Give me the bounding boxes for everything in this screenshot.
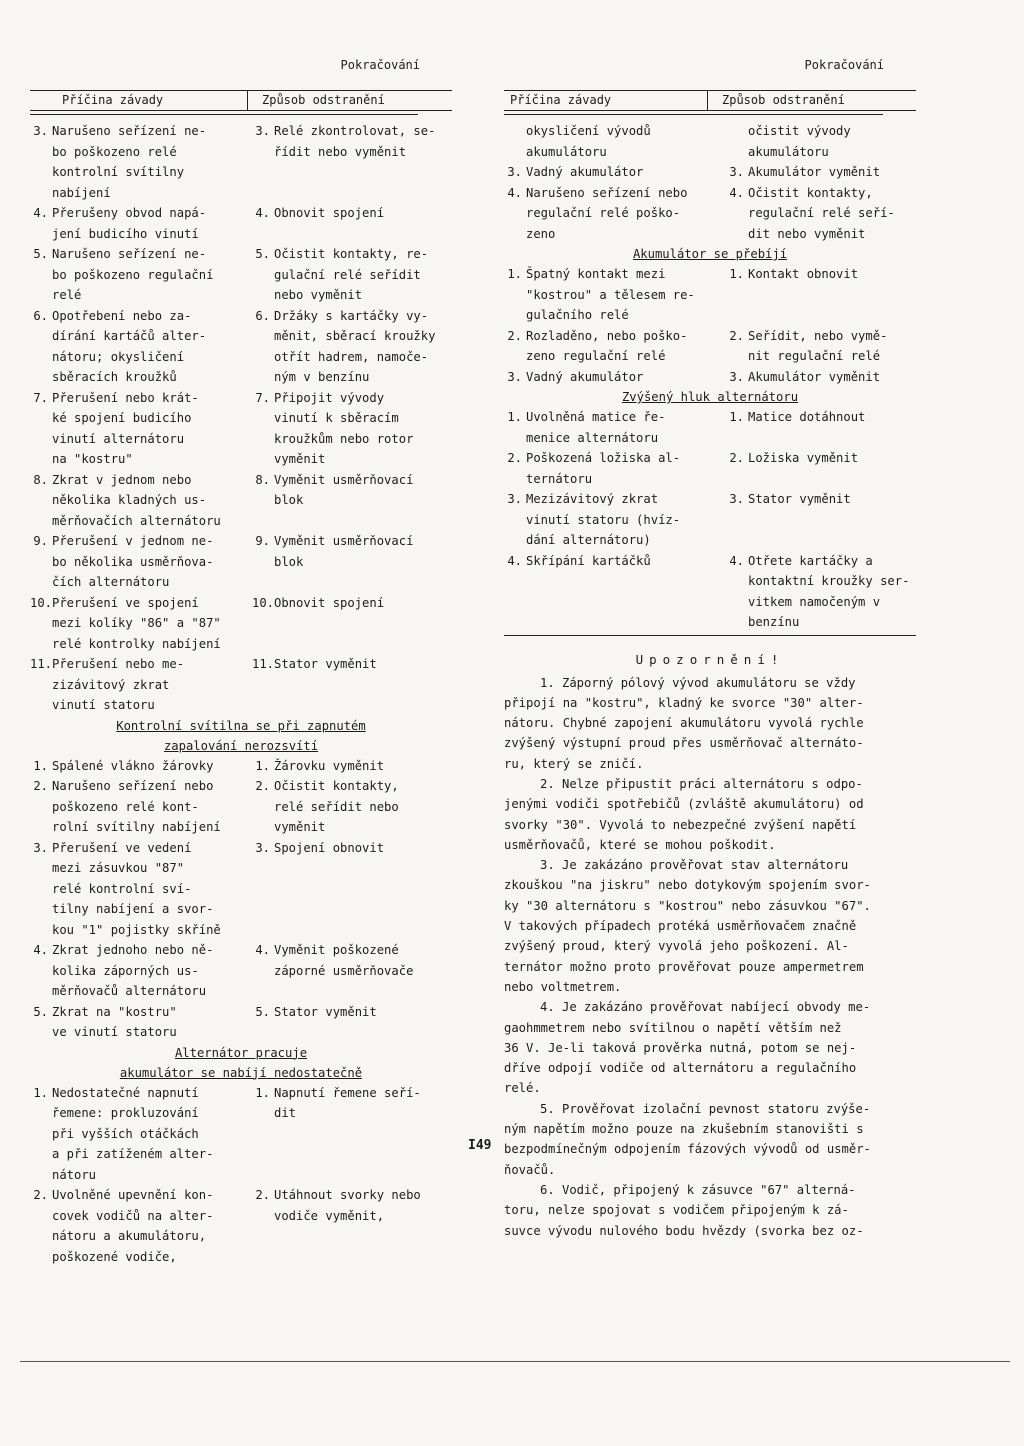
cause-cell [30,940,252,1002]
fix-cell [252,388,452,470]
fix-text: Vyměnit usměrňovací blok [274,534,414,569]
notice-paragraph: 4. Je zakázáno prověřovat nabíjecí obvody me- gaohmmetrem nebo svítilnou o napětí větším než 36 V. Je-li taková prověrka nutná, potom se nej- dříve odpojí vodiče od alternátoru a regulačního relé. [504,1000,871,1096]
table-row [30,470,452,532]
fix-number: 4. [255,943,270,957]
cause-text: Uvolněná matice ře- menice alternátoru [526,410,666,445]
cause-text: Přerušení v jednom ne- bo několika usměrňova- čích alternátoru [52,534,214,589]
fix-cell [252,306,452,388]
cause-text: Zkrat v jednom nebo několika kladných us- měrňovačích alternátoru [52,472,221,528]
cause-number: 6. [33,308,48,323]
notice-title: Upozornění! [635,651,785,667]
cause-text: Skřípání kartáčků [526,553,651,568]
fix-number [726,121,744,162]
fix-cell [252,121,452,203]
cause-number: 1. [507,410,522,424]
fix-text: Držáky s kartáčky vy- měnit, sběrací kroužky otřít hadrem, namoče- ným v benzínu [274,308,436,384]
fix-text: Vyměnit poškozené záporné usměrňovače [274,943,414,978]
fix-number: 2. [729,451,744,465]
section-title: Alternátor pracuje akumulátor se nabíjí nedostatečně [119,1045,363,1080]
fix-cell [252,1083,452,1186]
cause-number: 3. [507,369,522,384]
cause-text: okysličení vývodů akumulátoru [526,124,651,159]
notice-paragraph: 2. Nelze připustit práci alternátoru s odpo- jenými vodiči spotřebičů (zvláště akumulátoru) od svorky "30". Vyvolá to nebezpečné zvýšení napětí usměrňovačů, které se mohou poškodit. [504,776,864,852]
cause-number: 5. [33,1004,48,1019]
fix-number: 5. [255,247,270,261]
cause-text: Zkrat na "kostru" ve vinutí statoru [52,1004,177,1039]
fix-cell [252,1002,452,1043]
header-underline [30,114,418,115]
table-row [504,367,916,388]
fix-number: 5. [255,1004,270,1019]
cause-text: Přerušení ve vedení mezi zásuvkou "87" relé kontrolní sví- tilny nabíjení a svor- kou "1" pojistky skříně [52,840,221,937]
cause-number: 3. [33,840,48,855]
continued-label: Pokračování [804,58,884,72]
fix-cell [252,776,452,838]
cause-text: Přerušeny obvod napá- jení budicího vinutí [52,206,207,241]
table-row [30,776,452,838]
page-number: I49 [468,1138,492,1153]
fix-cell [726,162,916,183]
table-row [30,1083,452,1186]
bottom-rule [20,1361,1010,1362]
left-column [30,58,452,1267]
fix-number: 10. [252,595,275,610]
cause-cell [504,367,726,388]
fix-number: 6. [255,308,270,323]
cause-cell [30,203,252,244]
fix-text: Stator vyměnit [274,1004,377,1019]
fix-text: Očistit kontakty, relé seřídit nebo vyměnit [274,779,399,834]
fix-text: Žárovku vyměnit [274,758,385,773]
cause-text: Přerušení ve spojení mezi kolíky "86" a "87" relé kontrolky nabíjení [52,595,221,651]
cause-number [504,121,522,162]
fix-number: 2. [255,779,270,793]
cause-text: Poškozená ložiska al- ternátoru [526,451,681,486]
fix-number: 1. [729,267,744,281]
cause-number: 1. [507,267,522,281]
notice-paragraph: 5. Prověřovat izolační pevnost statoru zvýše- ným napětím možno pouze na zkušebním stanovišti s bezpodmínečným odpojením fázových vývodů od usměr- ňovačů. [504,1101,871,1177]
cause-text: Mezizávitový zkrat vinutí statoru (hvíz- dání alternátoru) [526,492,681,547]
table-row [504,121,916,162]
notice-paragraph: 6. Vodič, připojený k zásuvce "67" alterná- toru, nelze spojovat s vodičem připojeným k zá- suvce vývodu nulového bodu hvězdy (svorka bez oz- [504,1182,864,1238]
fix-text: Seřídit, nebo vymě- nit regulační relé [748,328,888,363]
table-row [30,531,452,593]
cause-cell [30,470,252,532]
table-row [30,203,452,244]
fix-text: Akumulátor vyměnit [748,165,881,179]
fix-text: Stator vyměnit [274,657,377,671]
cause-cell [504,551,726,633]
cause-cell [30,1185,252,1267]
fix-number: 4. [729,553,744,568]
fix-number: 3. [729,369,744,384]
fix-cell [726,448,916,489]
fix-text: Očistit kontakty, regulační relé seří- dit nebo vyměnit [748,185,895,241]
cause-cell [504,407,726,448]
fix-text: Akumulátor vyměnit [748,369,881,384]
fix-number: 3. [255,840,270,855]
table-row [30,756,452,777]
fix-text: Obnovit spojení [274,595,385,610]
cause-number: 4. [33,943,48,957]
cause-number: 9. [33,534,48,548]
fix-text: Matice dotáhnout [748,410,866,424]
fix-cell [252,756,452,777]
fix-text: Připojit vývody vinutí k sběracím kroužkům nebo rotor vyměnit [274,390,414,466]
cause-cell [30,306,252,388]
fix-cell [252,940,452,1002]
fix-cell [726,407,916,448]
section-title: Zvýšený hluk alternátoru [621,390,799,404]
fix-cell [726,121,916,162]
cause-cell [30,531,252,593]
fix-cell [726,326,916,367]
cause-cell [30,756,252,777]
continued-label: Pokračování [340,58,420,72]
fix-cell [726,183,916,245]
fix-cell [252,531,452,593]
cause-number: 11. [30,657,53,671]
fix-number: 4. [729,185,744,200]
fix-cell [252,838,452,941]
fix-text: Kontakt obnovit [748,267,859,281]
fix-text: Spojení obnovit [274,840,385,855]
cause-cell [30,244,252,306]
fix-cell [252,244,452,306]
table-row [30,388,452,470]
header-fix: Způsob odstranění [262,93,385,107]
cause-text: Uvolněné upevnění kon- covek vodičů na alter- nátoru a akumulátoru, poškozené vodiče, [52,1188,214,1264]
cause-number: 3. [33,124,48,138]
cause-cell [504,489,726,551]
notice-paragraph: 3. Je zakázáno prověřovat stav alternátoru zkouškou "na jiskru" nebo dotykovým spojením svor- ky "30 alternátoru s "kostrou" nebo zásuvkou "67". V takových případech protéká usměrňovačem značně zvýšený proud, který vyvolá jeho poškození. Al- ternátor možno proto prověřovat pouze ampermetrem nebo voltmetrem. [504,858,871,994]
fix-number: 7. [255,390,270,405]
table-row [30,306,452,388]
fix-number: 11. [252,657,275,671]
cause-number: 1. [33,1085,48,1100]
cause-number: 7. [33,390,48,405]
table-row [30,244,452,306]
fix-number: 3. [255,124,270,138]
cause-text: Narušeno seřízení nebo poškozeno relé kont- rolní svítilny nabíjení [52,779,221,834]
cause-number: 8. [33,472,48,487]
cause-text: Přerušení nebo me- zizávitový zkrat vinutí statoru [52,657,185,712]
fix-cell [252,1185,452,1267]
header-cause: Příčina závady [504,91,708,110]
fix-cell [252,470,452,532]
cause-number: 5. [33,247,48,261]
cause-number: 2. [507,328,522,343]
header-cause: Příčina závady [30,91,248,110]
cause-cell [30,1002,252,1043]
cause-number: 3. [507,165,522,179]
cause-cell [30,1083,252,1186]
table-header [504,90,916,111]
table-row [504,448,916,489]
table-row [504,183,916,245]
table-row [504,489,916,551]
fix-text: očistit vývody akumulátoru [748,124,851,159]
table-row [504,551,916,633]
fix-number: 3. [729,165,744,179]
cause-cell [504,183,726,245]
cause-number: 4. [507,185,522,200]
header-fix: Způsob odstranění [722,93,845,107]
fix-text: Očistit kontakty, re- gulační relé seřídit nebo vyměnit [274,247,429,302]
fix-cell [726,551,916,633]
table-row [504,407,916,448]
table-row [30,1002,452,1043]
cause-number: 10. [30,595,53,610]
fix-text: Obnovit spojení [274,206,385,220]
fix-number: 9. [255,534,270,548]
cause-number: 3. [507,492,522,506]
table-row [30,121,452,203]
cause-cell [30,593,252,655]
table-row [30,1185,452,1267]
cause-text: Vadný akumulátor [526,165,644,179]
fix-number: 1. [255,1085,270,1100]
table-header [30,90,452,111]
left-sections [30,121,452,1267]
fix-text: Napnutí řemene seří- dit [274,1085,421,1120]
cause-cell [30,654,252,716]
cause-text: Narušeno seřízení ne- bo poškozeno regulační relé [52,247,214,302]
cause-text: Rozladěno, nebo poško- zeno regulační relé [526,328,688,363]
cause-text: Nedostatečné napnutí řemene: prokluzování při vyšších otáčkách a při zatíženém alter- nátoru [52,1085,214,1182]
section-title: Akumulátor se přebíjí [632,247,788,261]
fix-number: 4. [255,206,270,220]
fix-number: 2. [255,1188,270,1202]
fix-number: 3. [729,492,744,506]
table-row [504,162,916,183]
cause-text: Přerušení nebo krát- ké spojení budicího vinutí alternátoru na "kostru" [52,390,199,466]
right-sections [504,121,916,633]
cause-cell [504,326,726,367]
cause-cell [504,162,726,183]
notice-paragraph: 1. Záporný pólový vývod akumulátoru se vždy připojí na "kostru", kladný ke svorce "30" alter- nátoru. Chybné zapojení akumulátoru vyvolá rychle zvýšený výstupní proud přes usměrňovač alternáto- ru, který se zničí. [504,675,864,771]
table-row [30,654,452,716]
cause-number: 2. [33,1188,48,1202]
fix-cell [726,264,916,326]
section-title: Kontrolní svítilna se při zapnutém zapalování nerozsvítí [116,718,366,753]
cause-cell [30,121,252,203]
table-row [30,838,452,941]
fix-text: Vyměnit usměrňovací blok [274,472,414,507]
cause-number: 2. [507,451,522,465]
header-underline [504,114,883,115]
fix-cell [252,203,452,244]
table-row [504,264,916,326]
cause-text: Spálené vlákno žárovky [52,758,214,773]
cause-cell [30,838,252,941]
fix-text: Otřete kartáčky a kontaktní kroužky ser- vitkem namočeným v benzínu [748,553,910,629]
fix-cell [252,593,452,655]
fix-text: Stator vyměnit [748,492,851,506]
cause-cell [504,121,726,162]
table-row [30,593,452,655]
fix-cell [726,367,916,388]
table-row [504,326,916,367]
fix-cell [726,489,916,551]
cause-text: Zkrat jednoho nebo ně- kolika záporných us- měrňovačů alternátoru [52,943,214,998]
cause-number: 4. [507,553,522,568]
fix-text: Utáhnout svorky nebo vodiče vyměnit, [274,1188,421,1223]
cause-text: Špatný kontakt mezi "kostrou" a tělesem re- gulačního relé [526,267,695,322]
cause-number: 1. [33,758,48,773]
cause-cell [504,264,726,326]
cause-cell [504,448,726,489]
fix-number: 2. [729,328,744,343]
fix-number: 1. [729,410,744,424]
fix-number: 8. [255,472,270,487]
cause-cell [30,776,252,838]
right-column [504,58,916,1241]
cause-cell [30,388,252,470]
cause-number: 4. [33,206,48,220]
cause-text: Opotřebení nebo za- dírání kartáčů alter- nátoru; okysličení sběracích kroužků [52,308,207,384]
fix-cell [252,654,452,716]
cause-text: Vadný akumulátor [526,369,644,384]
fix-number: 1. [255,758,270,773]
fix-text: Relé zkontrolovat, se- řídit nebo vyměnit [274,124,436,159]
fix-text: Ložiska vyměnit [748,451,859,465]
table-row [30,940,452,1002]
notice-paragraphs [504,673,916,1241]
cause-text: Narušeno seřízení nebo regulační relé poško- zeno [526,185,688,241]
cause-number: 2. [33,779,48,793]
notice-separator [504,635,916,636]
cause-text: Narušeno seřízení ne- bo poškozeno relé kontrolní svítilny nabíjení [52,124,207,200]
